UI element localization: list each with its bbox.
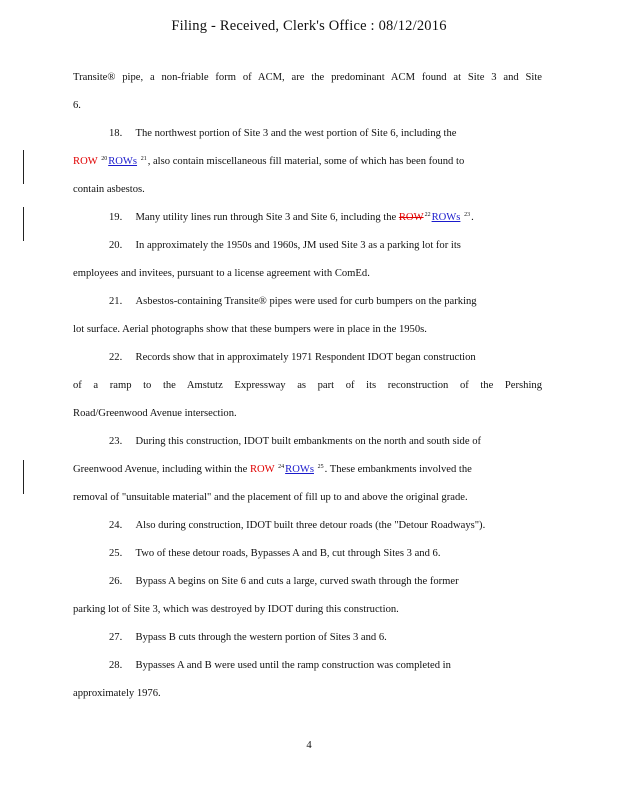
para-28-line-1 [109, 660, 451, 671]
page-number: 4 [306, 740, 312, 751]
para-text-end: . [471, 212, 474, 223]
para-23-line-1 [109, 436, 481, 447]
footnote-ref[interactable]: 20 [101, 156, 108, 162]
para-21-line-2: lot surface. Aerial photographs show that these bumpers were in place in the 1950s. [73, 324, 427, 335]
deleted-row-word: ROW [73, 156, 98, 167]
para-number: 25. [109, 548, 123, 559]
inserted-rows-word: ROWs [431, 212, 461, 223]
para-28-line-2: approximately 1976. [73, 688, 161, 699]
para-18-line-2 [73, 156, 464, 167]
para-number: 27. [109, 632, 123, 643]
para-number: 24. [109, 520, 123, 531]
para-20-line-1 [109, 240, 461, 251]
para-text: The northwest portion of Site 3 and the west portion of Site 6, including the [135, 128, 457, 139]
para-text: . These embankments involved the [324, 464, 472, 475]
para-19-line-1 [109, 212, 474, 223]
inserted-rows-word: ROWs [285, 464, 314, 475]
para-number: 18. [109, 128, 123, 139]
para-text: Bypass A begins on Site 6 and cuts a large, curved swath through the former [135, 576, 459, 587]
footnote-ref[interactable]: 22 [424, 212, 431, 218]
para-continuation-line-1: Transite® pipe, a non-friable form of ACM, are the predominant ACM found at Site 3 and Site [73, 72, 542, 83]
para-text: During this construction, IDOT built embankments on the north and south side of [135, 436, 482, 447]
para-text: Asbestos-containing Transite® pipes were used for curb bumpers on the parking [135, 296, 477, 307]
para-number: 21. [109, 296, 123, 307]
para-18-line-1 [109, 128, 457, 139]
para-text: , also contain miscellaneous fill material, some of which has been found to [147, 156, 465, 167]
para-number: 26. [109, 576, 123, 587]
deleted-row-word: ROW [249, 464, 275, 475]
para-text: Records show that in approximately 1971 Respondent IDOT began construction [135, 352, 476, 363]
inserted-rows-word: ROWs [108, 156, 138, 167]
footnote-ref[interactable]: 23 [464, 212, 471, 218]
para-text: Many utility lines run through Site 3 and Site 6, including the [135, 212, 397, 223]
para-26-line-1 [109, 576, 459, 587]
para-21-line-1 [109, 296, 477, 307]
para-number: 22. [109, 352, 123, 363]
para-text: Greenwood Avenue, including within the [73, 464, 248, 475]
para-continuation-line-2: 6. [73, 100, 81, 111]
revision-change-bar [23, 207, 24, 241]
filing-header: Filing - Received, Clerk's Office : 08/12/2016 [171, 18, 447, 34]
footnote-ref[interactable]: 24 [278, 464, 285, 470]
para-22-line-1 [109, 352, 476, 363]
para-text: Bypass B cuts through the western portion of Sites 3 and 6. [135, 632, 387, 643]
para-number: 20. [109, 240, 123, 251]
para-20-line-2: employees and invitees, pursuant to a license agreement with ComEd. [73, 268, 370, 279]
para-18-line-3: contain asbestos. [73, 184, 145, 195]
para-24-line-1 [109, 520, 485, 531]
revision-change-bar [23, 460, 24, 494]
para-number: 23. [109, 436, 123, 447]
para-text: Also during construction, IDOT built three detour roads (the "Detour Roadways"). [135, 520, 486, 531]
para-number: 19. [109, 212, 123, 223]
para-27-line-1 [109, 632, 387, 643]
para-23-line-3: removal of "unsuitable material" and the placement of fill up to and above the original grade. [73, 492, 468, 503]
para-23-line-2 [73, 464, 472, 475]
footnote-ref[interactable]: 25 [317, 464, 324, 470]
deleted-row-word: ROW [398, 212, 424, 223]
para-number: 28. [109, 660, 123, 671]
footnote-ref[interactable]: 21 [140, 156, 147, 162]
para-text: Two of these detour roads, Bypasses A and B, cut through Sites 3 and 6. [135, 548, 441, 559]
para-22-line-3: Road/Greenwood Avenue intersection. [73, 408, 237, 419]
para-text: Bypasses A and B were used until the ramp construction was completed in [135, 660, 451, 671]
para-26-line-2: parking lot of Site 3, which was destroyed by IDOT during this construction. [73, 604, 399, 615]
para-text: In approximately the 1950s and 1960s, JM used Site 3 as a parking lot for its [135, 240, 461, 251]
revision-change-bar [23, 150, 24, 184]
para-22-line-2: of a ramp to the Amstutz Expressway as part of its reconstruction of the Pershing [73, 380, 542, 391]
para-25-line-1 [109, 548, 440, 559]
